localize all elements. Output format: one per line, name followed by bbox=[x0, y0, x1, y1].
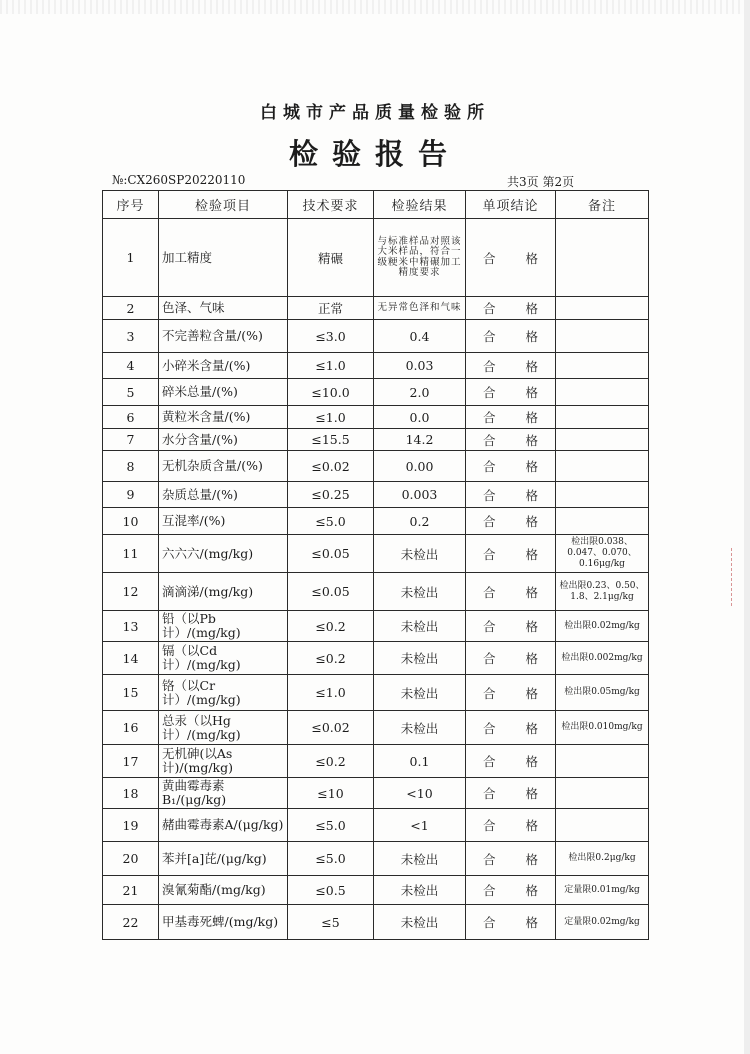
inspection-table bbox=[102, 190, 649, 940]
cell-conclusion bbox=[466, 482, 556, 508]
scan-edge-top bbox=[0, 0, 750, 14]
cell-remark bbox=[556, 451, 649, 482]
cell-requirement: ≤0.02 bbox=[288, 451, 374, 482]
cell-requirement: ≤10 bbox=[288, 778, 374, 809]
cell-item: 互混率/(%) bbox=[159, 508, 288, 535]
conclusion-char-1: 合 bbox=[482, 883, 496, 898]
edge-mark bbox=[731, 548, 735, 606]
table-row bbox=[103, 642, 649, 675]
cell-remark: 检出限0.2μg/kg bbox=[556, 842, 649, 876]
conclusion-char-2: 格 bbox=[525, 250, 539, 266]
conclusion-char-1: 合 bbox=[482, 754, 496, 769]
cell-requirement: ≤0.25 bbox=[288, 482, 374, 508]
table-row bbox=[103, 573, 649, 611]
cell-remark bbox=[556, 353, 649, 379]
conclusion-char-2: 格 bbox=[525, 329, 539, 344]
conclusion-char-2: 格 bbox=[525, 584, 539, 600]
cell-item: 黄曲霉毒素B₁/(μg/kg) bbox=[159, 778, 288, 809]
cell-remark: 检出限0.010mg/kg bbox=[556, 711, 649, 745]
cell-conclusion bbox=[466, 711, 556, 745]
cell-remark bbox=[556, 320, 649, 353]
cell-item: 不完善粒含量/(%) bbox=[159, 320, 288, 353]
cell-no: 16 bbox=[103, 711, 159, 745]
conclusion-char-1: 合 bbox=[482, 385, 496, 400]
cell-conclusion bbox=[466, 451, 556, 482]
table-row bbox=[103, 745, 649, 778]
table-row bbox=[103, 353, 649, 379]
conclusion-char-1: 合 bbox=[482, 851, 496, 867]
table-header-row bbox=[103, 191, 649, 219]
cell-remark: 定量限0.02mg/kg bbox=[556, 905, 649, 940]
cell-item: 总汞（以Hg计）/(mg/kg) bbox=[159, 711, 288, 745]
cell-result: 14.2 bbox=[374, 429, 466, 451]
cell-result: 无异常色泽和气味 bbox=[374, 297, 466, 320]
cell-requirement: ≤5.0 bbox=[288, 842, 374, 876]
cell-requirement: ≤5.0 bbox=[288, 508, 374, 535]
cell-no: 11 bbox=[103, 535, 159, 573]
cell-conclusion bbox=[466, 320, 556, 353]
table-row bbox=[103, 809, 649, 842]
cell-result: 未检出 bbox=[374, 573, 466, 611]
cell-result: 未检出 bbox=[374, 611, 466, 642]
conclusion-char-1: 合 bbox=[482, 786, 496, 801]
cell-requirement: ≤0.2 bbox=[288, 611, 374, 642]
cell-item: 色泽、气味 bbox=[159, 297, 288, 320]
cell-result: <1 bbox=[374, 809, 466, 842]
conclusion-char-2: 格 bbox=[525, 651, 539, 666]
conclusion-char-2: 格 bbox=[525, 487, 539, 503]
cell-no: 13 bbox=[103, 611, 159, 642]
cell-remark bbox=[556, 406, 649, 429]
cell-requirement: ≤5 bbox=[288, 905, 374, 940]
cell-requirement: ≤1.0 bbox=[288, 353, 374, 379]
conclusion-char-2: 格 bbox=[525, 358, 539, 374]
cell-item: 滴滴涕/(mg/kg) bbox=[159, 573, 288, 611]
conclusion-char-2: 格 bbox=[525, 546, 539, 562]
conclusion-char-2: 格 bbox=[525, 459, 539, 474]
cell-no: 19 bbox=[103, 809, 159, 842]
table-row bbox=[103, 778, 649, 809]
conclusion-char-2: 格 bbox=[525, 851, 539, 867]
cell-requirement: 精碾 bbox=[288, 219, 374, 297]
cell-no: 17 bbox=[103, 745, 159, 778]
cell-result: 0.003 bbox=[374, 482, 466, 508]
cell-requirement: ≤1.0 bbox=[288, 406, 374, 429]
cell-no: 22 bbox=[103, 905, 159, 940]
table-row bbox=[103, 711, 649, 745]
cell-conclusion bbox=[466, 535, 556, 573]
cell-requirement: ≤0.05 bbox=[288, 535, 374, 573]
cell-conclusion bbox=[466, 778, 556, 809]
conclusion-char-1: 合 bbox=[482, 685, 496, 701]
cell-conclusion bbox=[466, 406, 556, 429]
table-row bbox=[103, 406, 649, 429]
cell-conclusion bbox=[466, 842, 556, 876]
table-row bbox=[103, 429, 649, 451]
conclusion-char-1: 合 bbox=[482, 301, 496, 316]
table-row bbox=[103, 675, 649, 711]
cell-no: 4 bbox=[103, 353, 159, 379]
conclusion-char-2: 格 bbox=[525, 301, 539, 316]
cell-result: 未检出 bbox=[374, 842, 466, 876]
column-header-conclusion: 单项结论 bbox=[466, 191, 556, 219]
conclusion-char-1: 合 bbox=[482, 584, 496, 600]
conclusion-char-1: 合 bbox=[482, 459, 496, 474]
conclusion-char-2: 格 bbox=[525, 619, 539, 634]
table-row bbox=[103, 482, 649, 508]
cell-remark: 检出限0.038、0.047、0.070、0.16μg/kg bbox=[556, 535, 649, 573]
cell-result: 未检出 bbox=[374, 711, 466, 745]
cell-no: 10 bbox=[103, 508, 159, 535]
cell-conclusion bbox=[466, 353, 556, 379]
table-row bbox=[103, 379, 649, 406]
cell-remark: 检出限0.23、0.50、1.8、2.1μg/kg bbox=[556, 573, 649, 611]
cell-result: 0.1 bbox=[374, 745, 466, 778]
cell-item: 水分含量/(%) bbox=[159, 429, 288, 451]
cell-remark bbox=[556, 778, 649, 809]
table-row bbox=[103, 320, 649, 353]
page-count: 共3页 第2页 bbox=[507, 175, 575, 189]
conclusion-char-2: 格 bbox=[525, 754, 539, 769]
cell-conclusion bbox=[466, 905, 556, 940]
column-header-no: 序号 bbox=[103, 191, 159, 219]
cell-remark bbox=[556, 508, 649, 535]
conclusion-char-1: 合 bbox=[482, 915, 496, 930]
cell-result: 0.2 bbox=[374, 508, 466, 535]
cell-conclusion bbox=[466, 809, 556, 842]
cell-item: 无机杂质含量/(%) bbox=[159, 451, 288, 482]
cell-result: <10 bbox=[374, 778, 466, 809]
cell-item: 甲基毒死蜱/(mg/kg) bbox=[159, 905, 288, 940]
cell-no: 8 bbox=[103, 451, 159, 482]
cell-no: 5 bbox=[103, 379, 159, 406]
conclusion-char-1: 合 bbox=[482, 619, 496, 634]
conclusion-char-1: 合 bbox=[482, 546, 496, 562]
cell-result: 0.4 bbox=[374, 320, 466, 353]
conclusion-char-1: 合 bbox=[482, 250, 496, 266]
table-row bbox=[103, 611, 649, 642]
table-body bbox=[103, 219, 649, 940]
conclusion-char-2: 格 bbox=[525, 432, 539, 448]
cell-item: 赭曲霉毒素A/(μg/kg) bbox=[159, 809, 288, 842]
cell-remark bbox=[556, 429, 649, 451]
cell-no: 14 bbox=[103, 642, 159, 675]
table-row bbox=[103, 297, 649, 320]
cell-no: 6 bbox=[103, 406, 159, 429]
cell-result: 0.0 bbox=[374, 406, 466, 429]
cell-conclusion bbox=[466, 379, 556, 406]
conclusion-char-2: 格 bbox=[525, 685, 539, 701]
cell-remark bbox=[556, 379, 649, 406]
report-title: 检验报告 bbox=[288, 137, 461, 171]
cell-requirement: 正常 bbox=[288, 297, 374, 320]
cell-result: 0.00 bbox=[374, 451, 466, 482]
cell-remark bbox=[556, 809, 649, 842]
cell-no: 7 bbox=[103, 429, 159, 451]
cell-result: 未检出 bbox=[374, 675, 466, 711]
cell-no: 21 bbox=[103, 876, 159, 905]
column-header-result: 检验结果 bbox=[374, 191, 466, 219]
cell-item: 小碎米含量/(%) bbox=[159, 353, 288, 379]
cell-conclusion bbox=[466, 219, 556, 297]
cell-requirement: ≤3.0 bbox=[288, 320, 374, 353]
cell-remark: 检出限0.02mg/kg bbox=[556, 611, 649, 642]
column-header-item: 检验项目 bbox=[159, 191, 288, 219]
cell-conclusion bbox=[466, 611, 556, 642]
cell-no: 18 bbox=[103, 778, 159, 809]
cell-item: 铅（以Pb计）/(mg/kg) bbox=[159, 611, 288, 642]
cell-requirement: ≤10.0 bbox=[288, 379, 374, 406]
cell-conclusion bbox=[466, 642, 556, 675]
conclusion-char-1: 合 bbox=[482, 720, 496, 736]
cell-requirement: ≤0.2 bbox=[288, 745, 374, 778]
cell-conclusion bbox=[466, 876, 556, 905]
cell-item: 黄粒米含量/(%) bbox=[159, 406, 288, 429]
cell-no: 12 bbox=[103, 573, 159, 611]
cell-result: 与标准样品对照该大米样品，符合一级粳米中精碾加工精度要求 bbox=[374, 219, 466, 297]
conclusion-char-2: 格 bbox=[525, 818, 539, 833]
conclusion-char-2: 格 bbox=[525, 915, 539, 930]
table-row bbox=[103, 219, 649, 297]
organization-name: 白城市产品质量检验所 bbox=[260, 103, 490, 123]
conclusion-char-1: 合 bbox=[482, 358, 496, 374]
cell-item: 杂质总量/(%) bbox=[159, 482, 288, 508]
cell-requirement: ≤15.5 bbox=[288, 429, 374, 451]
cell-requirement: ≤5.0 bbox=[288, 809, 374, 842]
conclusion-char-1: 合 bbox=[482, 432, 496, 448]
cell-conclusion bbox=[466, 745, 556, 778]
cell-conclusion bbox=[466, 508, 556, 535]
cell-item: 苯并[a]芘/(μg/kg) bbox=[159, 842, 288, 876]
conclusion-char-2: 格 bbox=[525, 720, 539, 736]
conclusion-char-1: 合 bbox=[482, 818, 496, 833]
table-row bbox=[103, 451, 649, 482]
table-row bbox=[103, 508, 649, 535]
cell-result: 2.0 bbox=[374, 379, 466, 406]
cell-item: 无机砷(以As计)/(mg/kg) bbox=[159, 745, 288, 778]
conclusion-char-2: 格 bbox=[525, 385, 539, 400]
cell-result: 0.03 bbox=[374, 353, 466, 379]
conclusion-char-1: 合 bbox=[482, 329, 496, 344]
cell-item: 溴氰菊酯/(mg/kg) bbox=[159, 876, 288, 905]
cell-conclusion bbox=[466, 675, 556, 711]
conclusion-char-2: 格 bbox=[525, 514, 539, 529]
column-header-remark: 备注 bbox=[556, 191, 649, 219]
cell-remark bbox=[556, 297, 649, 320]
cell-requirement: ≤0.2 bbox=[288, 642, 374, 675]
cell-conclusion bbox=[466, 429, 556, 451]
cell-result: 未检出 bbox=[374, 642, 466, 675]
cell-result: 未检出 bbox=[374, 535, 466, 573]
cell-remark bbox=[556, 219, 649, 297]
cell-no: 15 bbox=[103, 675, 159, 711]
cell-item: 加工精度 bbox=[159, 219, 288, 297]
cell-requirement: ≤0.5 bbox=[288, 876, 374, 905]
conclusion-char-1: 合 bbox=[482, 487, 496, 503]
cell-item: 碎米总量/(%) bbox=[159, 379, 288, 406]
conclusion-char-1: 合 bbox=[482, 651, 496, 666]
cell-result: 未检出 bbox=[374, 876, 466, 905]
conclusion-char-2: 格 bbox=[525, 410, 539, 425]
cell-requirement: ≤1.0 bbox=[288, 675, 374, 711]
conclusion-char-1: 合 bbox=[482, 514, 496, 529]
cell-result: 未检出 bbox=[374, 905, 466, 940]
table-row bbox=[103, 905, 649, 940]
cell-conclusion bbox=[466, 573, 556, 611]
cell-remark: 定量限0.01mg/kg bbox=[556, 876, 649, 905]
cell-no: 9 bbox=[103, 482, 159, 508]
cell-remark bbox=[556, 482, 649, 508]
cell-item: 镉（以Cd计）/(mg/kg) bbox=[159, 642, 288, 675]
cell-remark bbox=[556, 745, 649, 778]
conclusion-char-1: 合 bbox=[482, 410, 496, 425]
cell-no: 3 bbox=[103, 320, 159, 353]
cell-remark: 检出限0.002mg/kg bbox=[556, 642, 649, 675]
cell-item: 铬（以Cr计）/(mg/kg) bbox=[159, 675, 288, 711]
conclusion-char-2: 格 bbox=[525, 883, 539, 898]
cell-requirement: ≤0.02 bbox=[288, 711, 374, 745]
cell-requirement: ≤0.05 bbox=[288, 573, 374, 611]
table-row bbox=[103, 876, 649, 905]
cell-no: 20 bbox=[103, 842, 159, 876]
cell-no: 1 bbox=[103, 219, 159, 297]
table-row bbox=[103, 535, 649, 573]
conclusion-char-2: 格 bbox=[525, 786, 539, 801]
cell-item: 六六六/(mg/kg) bbox=[159, 535, 288, 573]
column-header-requirement: 技术要求 bbox=[288, 191, 374, 219]
report-number: №:CX260SP20220110 bbox=[112, 173, 246, 187]
table-row bbox=[103, 842, 649, 876]
cell-conclusion bbox=[466, 297, 556, 320]
cell-no: 2 bbox=[103, 297, 159, 320]
cell-remark: 检出限0.05mg/kg bbox=[556, 675, 649, 711]
